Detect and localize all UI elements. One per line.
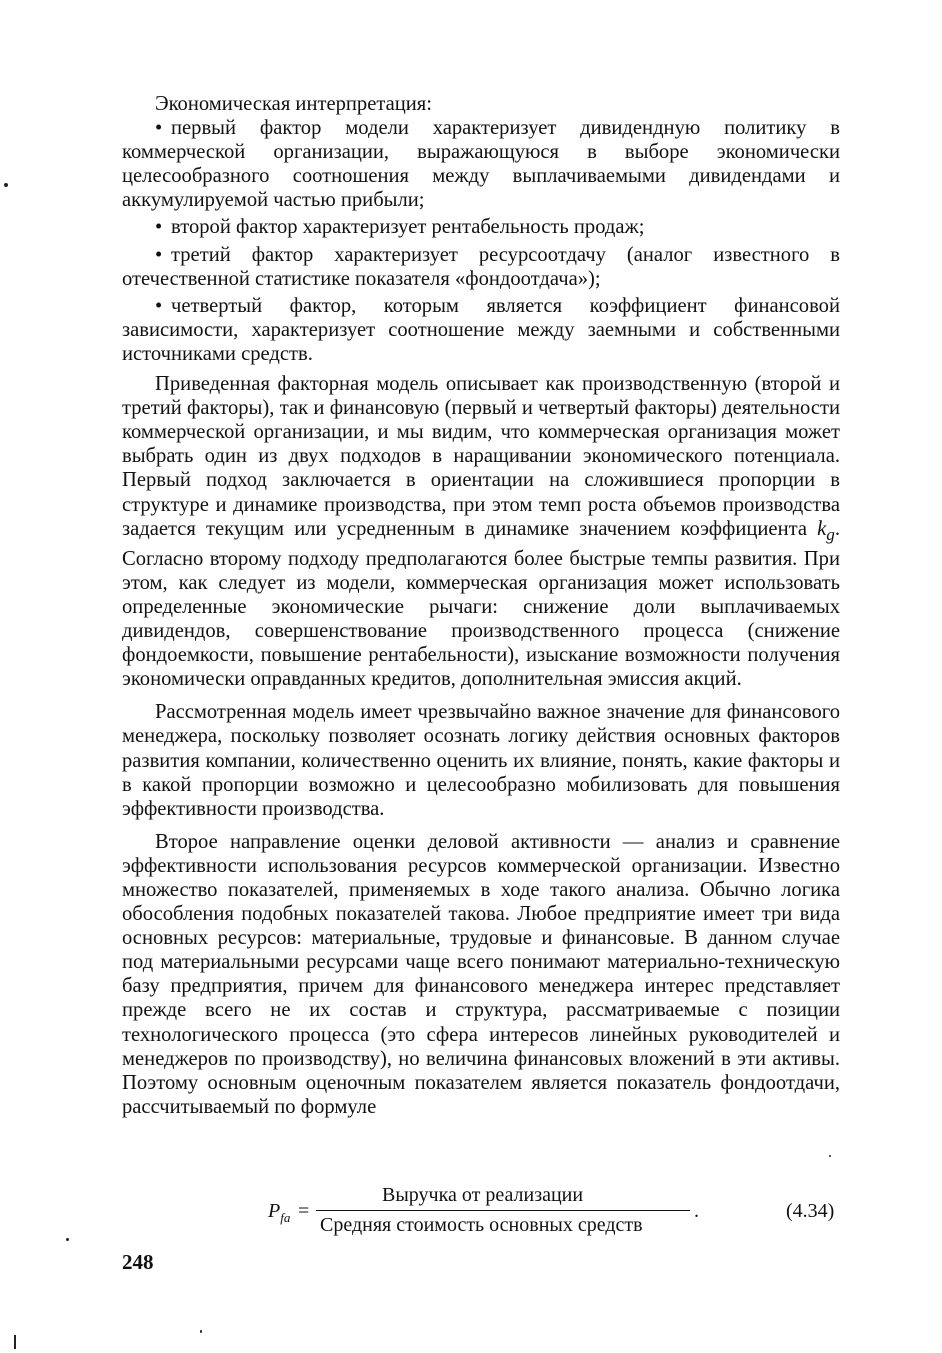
paragraph-factor-model [122, 372, 840, 691]
bullet-text-3: третий фактор характеризует ресурсоотдачу (аналог известного в отечественной статистике показателя «фондоотдача»); [122, 243, 840, 290]
formula-4-34 [268, 1184, 848, 1240]
scan-speck [829, 1155, 831, 1157]
bullet-marker: • [155, 243, 163, 266]
bullet-marker: • [155, 117, 163, 140]
equation-number: (4.34) [786, 1200, 835, 1222]
page-number: 248 [122, 1250, 154, 1274]
bullet-item-4 [122, 294, 840, 366]
bullet-item-2 [122, 215, 840, 239]
paragraph-resource-efficiency: Второе направление оценки деловой активности — анализ и сравнение эффективности использования ресурсов коммерческой организации. Известно множество показателей, применяемых в ходе такого анализа. Обычно логика обособления подобных показателей такова. Любое предприятие имеет три вида основных ресурсов: материальные, трудовые и финансовые. В данном случае под материальными ресурсами чаще всего понимают материально-техническую базу предприятия, причем для финансового менеджера интерес представляет прежде всего не их состав и структура, рассматриваемые с позиции технологического процесса (это сфера интересов линейных руководителей и менеджеров по производству), но величина финансовых вложений в эти активы. Поэтому основным оценочным показателем является показатель фондоотдачи, рассчитываемый по формуле [122, 830, 840, 1118]
paragraph-1-text-b: . Согласно второму подходу предполагаются более быстрые темпы развития. При этом, как следует из модели, коммерческая организация может использовать определенные экономические рычаги: снижение доли выплачиваемых дивидендов, совершенствование производственного процесса (снижение фондоемкости, повышение рентабельности), изыскание возможности получения экономически оправданных кредитов, дополнительная эмиссия акций. [122, 517, 840, 691]
bullet-item-3 [122, 243, 840, 291]
bullet-item-1 [122, 116, 840, 212]
formula-lhs [268, 1200, 290, 1226]
bullet-marker: • [155, 294, 163, 317]
formula-numerator: Выручка от реализации [382, 1184, 584, 1206]
page-body [122, 92, 840, 1128]
bullet-text-2: второй фактор характеризует рентабельность продаж; [171, 216, 645, 239]
bullet-marker: • [155, 216, 163, 239]
bullet-text-4: четвертый фактор, которым является коэффициент финансовой зависимости, характеризует соотношение между заемными и собственными источниками средств. [122, 294, 840, 365]
fraction-bar [316, 1210, 690, 1211]
scan-speck [200, 1330, 202, 1333]
formula-lhs-subscript: fa [280, 1210, 291, 1225]
bullet-text-1: первый фактор модели характеризует дивидендную политику в коммерческой организации, выражающуюся в выборе экономически целесообразного соотношения между выплачиваемыми дивидендами и аккумулируемой частью прибыли; [122, 117, 840, 212]
formula-period: . [694, 1200, 699, 1222]
section-heading: Экономическая интерпретация: [155, 93, 432, 115]
formula-equals: = [298, 1200, 310, 1222]
coefficient-symbol: k [817, 517, 827, 540]
paragraph-1-text-a: Приведенная факторная модель описывает как производственную (второй и третий факторы), так и финансовую (первый и четвертый факторы) деятельности коммерческой организации, и мы видим, что коммерческая организация может выбрать один из двух подходов в наращивании экономического потенциала. Первый подход заключается в ориентации на сложившиеся пропорции в структуре и динамике производства, при этом темп роста объемов производства задается текущим или усредненным в динамике значением коэффициента [122, 373, 840, 540]
paragraph-model-importance: Рассмотренная модель имеет чрезвычайно важное значение для финансового менеджера, поскольку позволяет осознать логику действия основных факторов развития компании, количественно оценить их влияние, понять, какие факторы и в какой пропорции возможно и целесообразно мобилизовать для повышения эффективности производства. [122, 701, 840, 820]
scan-speck [66, 1238, 69, 1241]
scan-speck [4, 183, 8, 187]
coefficient-subscript: g [826, 524, 835, 544]
scan-mark [14, 1335, 16, 1349]
formula-lhs-symbol: P [268, 1200, 281, 1222]
formula-denominator: Средняя стоимость основных средств [320, 1214, 643, 1236]
